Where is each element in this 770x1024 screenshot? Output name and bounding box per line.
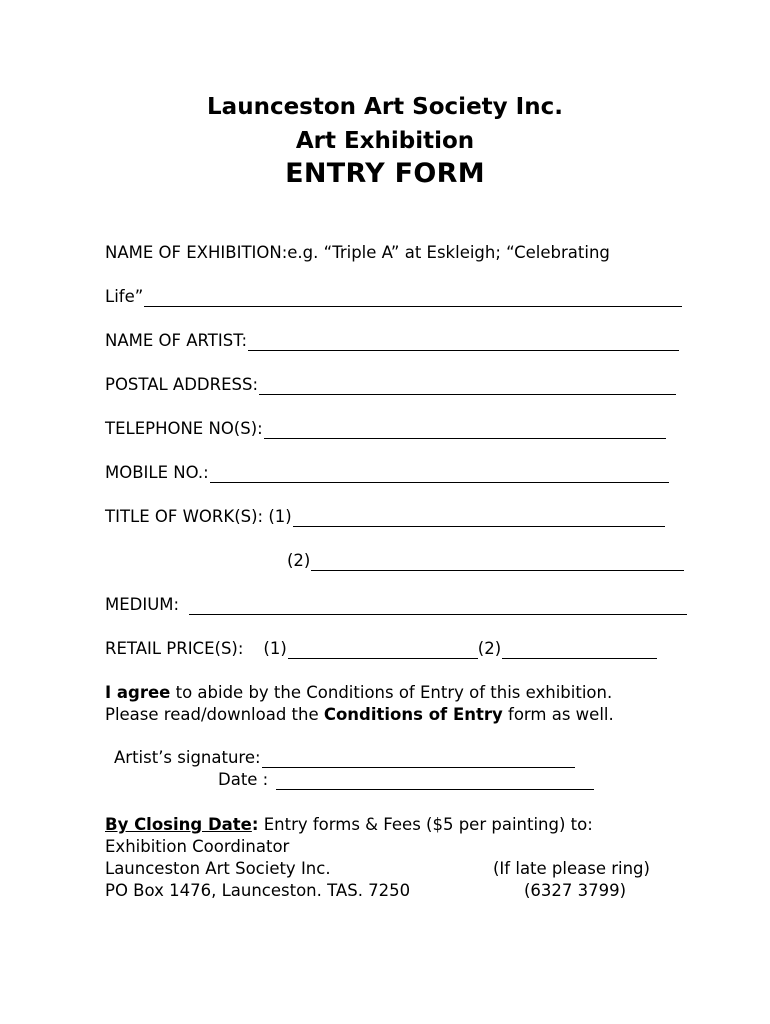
conditions-of-entry: Conditions of Entry xyxy=(323,705,503,724)
price-row xyxy=(105,639,657,659)
date-field[interactable] xyxy=(276,774,594,790)
date-row xyxy=(218,770,594,790)
price-2-label: (2) xyxy=(477,639,502,658)
title-work-2-label: (2) xyxy=(287,551,311,570)
agree-bold: I agree xyxy=(105,683,171,702)
agreement-line-2 xyxy=(105,704,614,726)
title-work-label: TITLE OF WORK(S): (1) xyxy=(105,507,292,526)
medium-field[interactable] xyxy=(189,599,687,615)
form-title: ENTRY FORM xyxy=(285,158,485,189)
closing-line-2: Exhibition Coordinator xyxy=(105,837,290,856)
read-rest: form as well. xyxy=(502,705,614,724)
postal-address-field[interactable] xyxy=(259,379,676,395)
agreement-line-1 xyxy=(105,682,612,704)
agree-rest: to abide by the Conditions of Entry of this exhibition. xyxy=(170,683,613,702)
telephone-row xyxy=(105,419,666,439)
form-subtitle: Art Exhibition xyxy=(295,128,475,154)
closing-text: Entry forms & Fees ($5 per painting) to: xyxy=(258,815,593,834)
signature-row xyxy=(114,748,575,768)
mobile-field[interactable] xyxy=(210,467,669,483)
artist-label: NAME OF ARTIST: xyxy=(105,331,248,350)
read-text: Please read/download the xyxy=(105,705,324,724)
price-label: RETAIL PRICE(S): xyxy=(105,639,244,658)
telephone-field[interactable] xyxy=(264,423,666,439)
medium-row xyxy=(105,595,687,615)
closing-line-1 xyxy=(105,814,593,836)
closing-colon: : xyxy=(251,815,259,834)
title-work-row xyxy=(105,507,665,527)
exhibition-row xyxy=(105,243,610,263)
closing-date-label: By Closing Date xyxy=(105,815,252,834)
price-1-label: (1) xyxy=(263,639,287,658)
exhibition-name-field[interactable] xyxy=(144,291,682,307)
title-work-2-row xyxy=(287,551,684,571)
exhibition-row-cont xyxy=(105,287,682,307)
signature-label: Artist’s signature: xyxy=(114,748,261,767)
mobile-row xyxy=(105,463,669,483)
postal-row xyxy=(105,375,676,395)
contact-phone: (6327 3799) xyxy=(524,881,627,900)
closing-line-3: Launceston Art Society Inc. xyxy=(105,859,331,878)
artist-name-field[interactable] xyxy=(248,335,679,351)
exhibition-label: NAME OF EXHIBITION:e.g. “Triple A” at Eskleigh; “Celebrating xyxy=(105,243,610,262)
price-2-field[interactable] xyxy=(502,643,657,659)
closing-line-4: PO Box 1476, Launceston. TAS. 7250 xyxy=(105,881,411,900)
medium-label: MEDIUM: xyxy=(105,595,180,614)
telephone-label: TELEPHONE NO(S): xyxy=(105,419,263,438)
mobile-label: MOBILE NO.: xyxy=(105,463,209,482)
price-1-field[interactable] xyxy=(288,643,478,659)
artist-row xyxy=(105,331,679,351)
postal-label: POSTAL ADDRESS: xyxy=(105,375,259,394)
date-label: Date : xyxy=(218,770,269,789)
late-note: (If late please ring) xyxy=(493,859,650,878)
title-work-2-field[interactable] xyxy=(311,555,684,571)
organization-name: Launceston Art Society Inc. xyxy=(207,94,563,120)
exhibition-label-cont: Life” xyxy=(105,287,144,306)
signature-field[interactable] xyxy=(262,752,575,768)
title-work-1-field[interactable] xyxy=(293,511,665,527)
